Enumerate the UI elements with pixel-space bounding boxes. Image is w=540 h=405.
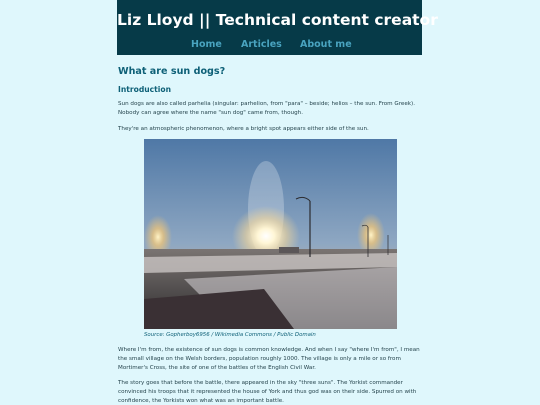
image-caption: Source: Gopherboy6956 / Wikimedia Commons / Public Domain — [144, 332, 316, 338]
site-title: Liz Lloyd || Technical content creator — [117, 11, 438, 29]
section-title: Introduction — [118, 85, 172, 94]
site-header — [117, 0, 438, 55]
paragraph-battle: The story goes that before the battle, there appeared in the sky "three suns". The Yorkist commander convinced his troops that it represented the house of York and thus god was on their side. Spurred on with confidence, the Yorkists won what was an important battle. — [118, 380, 417, 404]
nav-link-articles[interactable]: Articles — [241, 39, 282, 50]
paragraph-origin: Where I'm from, the existence of sun dogs is common knowledge. And when I say "where I'm from", I mean the small village on the Welsh borders, population roughly 1000. The village is only a mile or so from Mortimer's Cross, the site of one of the battles of the English Civil War. — [118, 347, 420, 371]
nav-link-about-me[interactable]: About me — [300, 39, 352, 50]
paragraph-intro: Sun dogs are also called parhelia (singular: parhelion, from "para" – beside; helios – the sun. From Greek). Nobody can agree where the name "sun dog" came from, though. — [118, 101, 416, 116]
main-nav — [117, 39, 422, 53]
sun-dogs-photo-drawing — [144, 139, 397, 329]
paragraph-definition: They're an atmospheric phenomenon, where a bright spot appears either side of the sun. — [118, 126, 369, 132]
sun-dogs-photo — [144, 139, 397, 329]
nav-link-home[interactable]: Home — [191, 39, 222, 50]
article-title: What are sun dogs? — [118, 66, 226, 77]
